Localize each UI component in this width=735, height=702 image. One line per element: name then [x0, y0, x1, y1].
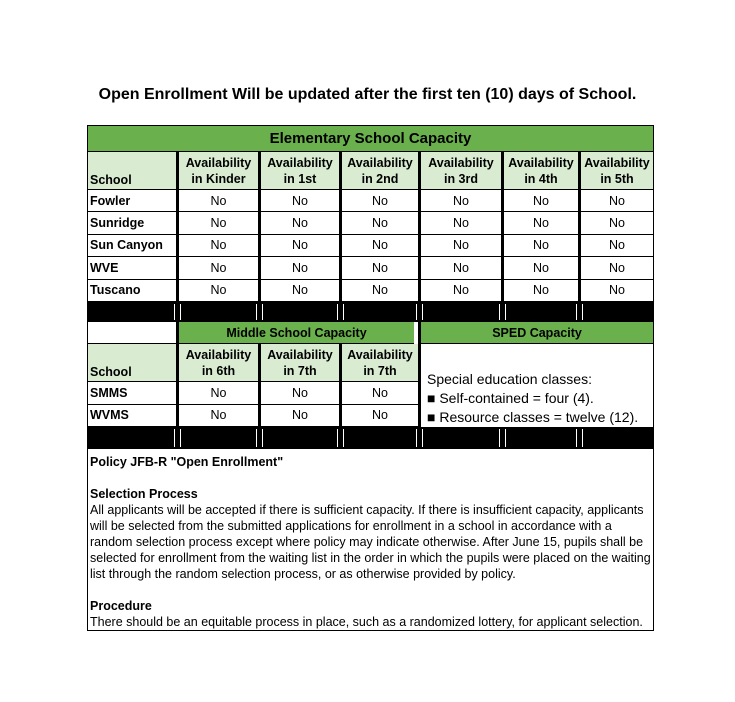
separator-gap: [337, 429, 338, 447]
separator-gap: [505, 429, 506, 447]
column-header-line: Availability: [347, 347, 413, 362]
availability-cell: No: [179, 405, 258, 428]
selection-heading: Selection Process: [90, 487, 198, 501]
availability-cell: No: [342, 257, 418, 279]
column-header-line: in 4th: [524, 171, 558, 186]
availability-cell: No: [342, 382, 418, 405]
separator-bar: [88, 302, 653, 322]
sped-line: ■ Resource classes = twelve (12).: [427, 409, 639, 425]
column-header-line: in 7th: [283, 363, 317, 378]
school-name: Sunridge: [88, 212, 176, 234]
page-title: Open Enrollment Will be updated after the first ten (10) days of School.: [98, 86, 637, 103]
column-header: [179, 152, 258, 190]
availability-cell: No: [581, 257, 653, 279]
column-header: [179, 344, 258, 382]
school-col-label: School: [90, 365, 132, 379]
separator-gap: [180, 304, 181, 320]
column-header: [421, 152, 501, 190]
school-col-label: School: [90, 173, 132, 187]
sped-line: Special education classes:: [427, 371, 592, 387]
procedure-text: There should be an equitable process in place, such as a randomized lottery, for applicant selection.: [90, 615, 643, 629]
availability-cell: No: [342, 280, 418, 302]
column-header-line: in 5th: [600, 171, 634, 186]
availability-cell: No: [261, 190, 339, 212]
column-header: [342, 344, 418, 382]
separator-gap: [262, 304, 263, 320]
sped-heading: SPED Capacity: [418, 322, 653, 344]
school-name: Fowler: [88, 190, 176, 212]
separator-gap: [499, 429, 500, 447]
column-header-line: in 3rd: [443, 171, 479, 186]
sped-box: [418, 344, 653, 427]
separator-gap: [256, 429, 257, 447]
availability-cell: No: [179, 257, 258, 279]
separator-gap: [174, 304, 175, 320]
school-name: Sun Canyon: [88, 235, 176, 257]
column-header: [261, 344, 339, 382]
selection-text: All applicants will be accepted if there is sufficient capacity. If there is insufficient capacity, applicants will be selected from the submitted applications for enrollment in a school in accordance with a random selection process except where policy may indicate otherwise. After June 15, pupils shall be selected for enrollment from the waiting list in the order in which the pupils were placed on the waiting list through the random selection process, or as otherwise provided by policy.: [90, 503, 651, 581]
availability-cell: No: [261, 405, 339, 428]
elementary-heading: Elementary School Capacity: [88, 126, 653, 152]
availability-cell: No: [504, 190, 578, 212]
availability-cell: No: [581, 190, 653, 212]
column-header: [342, 152, 418, 190]
policy-section: [90, 454, 651, 630]
column-header-line: Availability: [347, 155, 413, 170]
availability-cell: No: [342, 405, 418, 428]
column-header-line: in 6th: [201, 363, 236, 378]
availability-cell: No: [504, 280, 578, 302]
availability-cell: No: [179, 235, 258, 257]
sped-line: ■ Self-contained = four (4).: [427, 390, 594, 406]
school-name: Tuscano: [88, 280, 176, 302]
school-name: SMMS: [88, 382, 176, 405]
middle-school-header: [88, 344, 176, 382]
separator-gap: [576, 304, 577, 320]
availability-cell: No: [179, 190, 258, 212]
blank-cell: [88, 322, 176, 344]
procedure-heading: Procedure: [90, 599, 152, 613]
column-header-line: in 7th: [363, 363, 397, 378]
separator-gap: [422, 429, 423, 447]
availability-cell: No: [342, 235, 418, 257]
column-header-line: Availability: [584, 155, 650, 170]
availability-cell: No: [261, 382, 339, 405]
availability-cell: No: [581, 235, 653, 257]
middle-heading: Middle School Capacity: [176, 322, 414, 344]
column-header: [581, 152, 653, 190]
separator-gap: [416, 304, 417, 320]
availability-cell: No: [421, 190, 501, 212]
column-header-line: Availability: [267, 155, 333, 170]
elementary-school-header: [88, 152, 176, 190]
separator-gap: [582, 429, 583, 447]
separator-bar: [88, 427, 653, 449]
availability-cell: No: [261, 280, 339, 302]
availability-cell: No: [179, 212, 258, 234]
column-header-line: in 1st: [283, 171, 317, 186]
column-header: [261, 152, 339, 190]
separator-gap: [576, 429, 577, 447]
separator-gap: [343, 304, 344, 320]
column-header: [504, 152, 578, 190]
availability-cell: No: [581, 212, 653, 234]
column-header-line: Availability: [185, 347, 252, 362]
availability-cell: No: [421, 212, 501, 234]
separator-gap: [174, 429, 175, 447]
availability-cell: No: [421, 257, 501, 279]
separator-gap: [256, 304, 257, 320]
column-header-line: Availability: [508, 155, 574, 170]
availability-cell: No: [179, 280, 258, 302]
separator-gap: [499, 304, 500, 320]
separator-gap: [416, 429, 417, 447]
school-name: WVE: [88, 257, 176, 279]
separator-gap: [337, 304, 338, 320]
separator-gap: [422, 304, 423, 320]
availability-cell: No: [261, 257, 339, 279]
availability-cell: No: [504, 212, 578, 234]
school-name: WVMS: [88, 405, 176, 428]
enrollment-table: [87, 125, 654, 631]
policy-title: Policy JFB-R "Open Enrollment": [90, 455, 284, 469]
column-header-line: Availability: [428, 155, 494, 170]
column-header-line: in Kinder: [191, 171, 246, 186]
availability-cell: No: [342, 212, 418, 234]
separator-gap: [505, 304, 506, 320]
availability-cell: No: [261, 212, 339, 234]
availability-cell: No: [261, 235, 339, 257]
availability-cell: No: [421, 235, 501, 257]
column-header-line: in 2nd: [361, 171, 399, 186]
availability-cell: No: [421, 280, 501, 302]
availability-cell: No: [504, 235, 578, 257]
column-header-line: Availability: [267, 347, 333, 362]
availability-cell: No: [581, 280, 653, 302]
column-header-line: Availability: [185, 155, 252, 170]
availability-cell: No: [179, 382, 258, 405]
separator-gap: [343, 429, 344, 447]
separator-gap: [582, 304, 583, 320]
availability-cell: No: [504, 257, 578, 279]
separator-gap: [262, 429, 263, 447]
separator-gap: [180, 429, 181, 447]
availability-cell: No: [342, 190, 418, 212]
